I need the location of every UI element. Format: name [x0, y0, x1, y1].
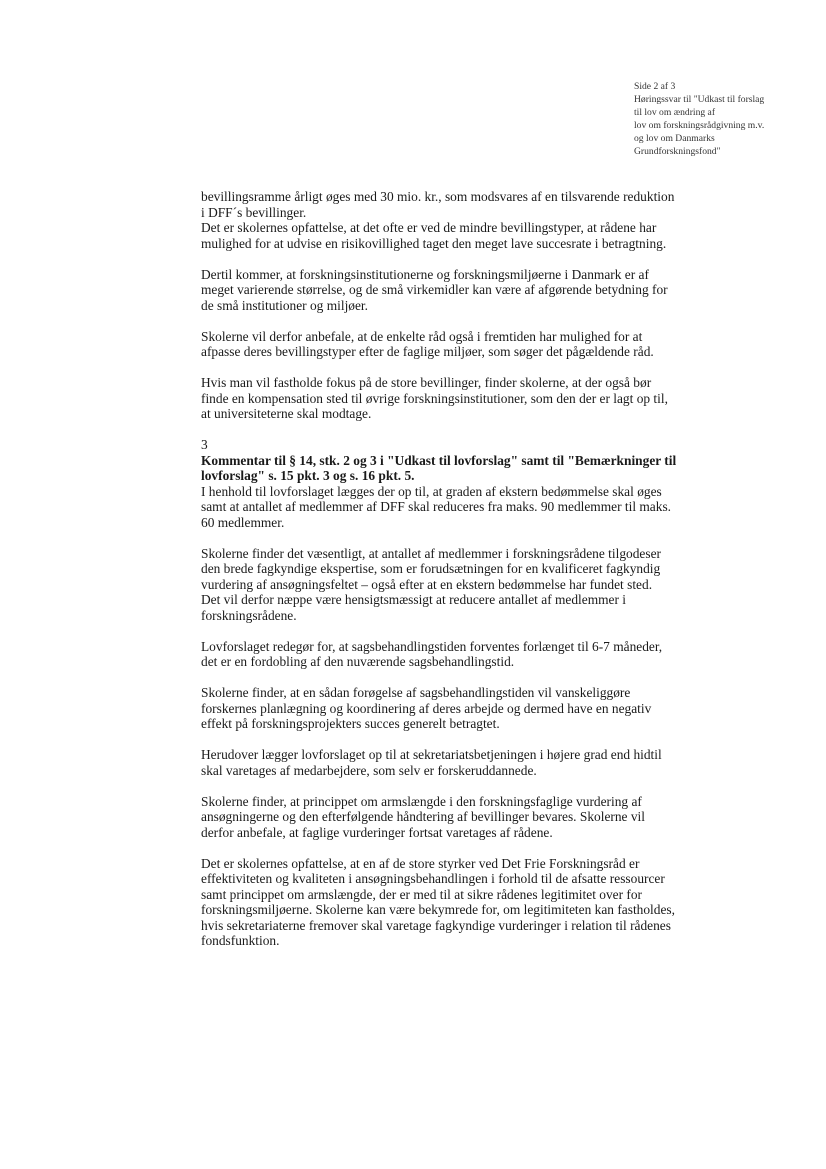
text-line: Skolerne finder, at en sådan forøgelse af sagsbehandlingstiden vil vanskeliggøre [201, 685, 631, 700]
text-line: Skolerne vil derfor anbefale, at de enkelte råd også i fremtiden har mulighed for at [201, 328, 643, 344]
text-line: samt at antallet af medlemmer af DFF skal reduceres fra maks. 90 medlemmer til maks. [201, 499, 672, 514]
section [201, 437, 761, 530]
paragraph [201, 267, 761, 314]
page-number: Side 2 af 3 [634, 81, 676, 92]
paragraph [201, 375, 761, 422]
text-line: forskernes planlægning og koordinering af deres arbejde og dermed have en negativ [201, 700, 652, 716]
text-line: i DFF´s bevillinger. [201, 204, 307, 220]
section-heading: lovforslag" s. 15 pkt. 3 og s. 16 pkt. 5. [201, 468, 415, 483]
paragraph [201, 329, 761, 360]
header-line: Høringssvar til "Udkast til forslag [634, 94, 765, 105]
paragraph [201, 747, 761, 778]
header-line: til lov om ændring af [634, 107, 716, 118]
text-line: Det er skolernes opfattelse, at en af de store styrker ved Det Frie Forskningsråd er [201, 855, 640, 871]
text-line: I henhold til lovforslaget lægges der op til, at graden af ekstern bedømmelse skal øges [201, 483, 662, 499]
text-line: finde en kompensation sted til øvrige forskningsinstitutioner, som den der er lagt op til, [201, 390, 668, 406]
header-line: Grundforskningsfond" [634, 146, 721, 157]
text-line: ansøgningerne og den efterfølgende håndtering af bevillinger bevares. Skolerne vil [201, 809, 645, 824]
text-line: Det er skolernes opfattelse, at det ofte er ved de mindre bevillingstyper, at rådene har [201, 220, 657, 235]
text-line: Skolerne finder det væsentligt, at antallet af medlemmer i forskningsrådene tilgodeser [201, 545, 661, 561]
text-line: fondsfunktion. [201, 933, 280, 948]
text-line: meget varierende størrelse, og de små virkemidler kan være af afgørende betydning for [201, 282, 668, 297]
text-line: de små institutioner og miljøer. [201, 297, 368, 313]
text-line: vurdering af ansøgningsfeltet – også efter at en ekstern bedømmelse har fundet sted. [201, 576, 653, 592]
text-line: hvis sekretariaterne fremover skal varetage fagkyndige vurderinger i relation til rådenes [201, 917, 671, 933]
paragraph [201, 856, 761, 949]
text-line: at universiteterne skal modtage. [201, 406, 372, 421]
text-line: Skolerne finder, at princippet om armslængde i den forskningsfaglige vurdering af [201, 793, 642, 809]
paragraph [201, 546, 761, 624]
section-number: 3 [201, 437, 208, 452]
text-line: Dertil kommer, at forskningsinstitutionerne og forskningsmiljøerne i Danmark er af [201, 266, 649, 282]
text-line: forskningsrådene. [201, 607, 297, 623]
text-line: effekt på forskningsprojekters succes generelt betragtet. [201, 716, 500, 731]
text-line: Hvis man vil fastholde fokus på de store bevillinger, finder skolerne, at der også bør [201, 375, 652, 390]
paragraph [201, 189, 761, 251]
text-line: derfor anbefale, at faglige vurderinger fortsat varetages af rådene. [201, 824, 553, 840]
section-heading: Kommentar til § 14, stk. 2 og 3 i "Udkast til lovforslag" samt til "Bemærkninger til [201, 452, 677, 468]
text-line: bevillingsramme årligt øges med 30 mio. kr., som modsvares af en tilsvarende reduktion [201, 189, 675, 204]
text-line: afpasse deres bevillingstyper efter de faglige miljøer, som søger det pågældende råd. [201, 344, 654, 359]
text-line: Herudover lægger lovforslaget op til at sekretariatsbetjeningen i højere grad end hidtil [201, 747, 662, 762]
header-line: lov om forskningsrådgivning m.v. [634, 120, 765, 131]
text-line: effektiviteten og kvaliteten i ansøgningsbehandlingen i forhold til de afsatte ressourcer [201, 871, 665, 886]
text-line: 60 medlemmer. [201, 514, 285, 530]
page-header [634, 80, 819, 158]
text-line: forskningsmiljøerne. Skolerne kan være bekymrede for, om legitimiteten kan fastholdes, [201, 902, 675, 917]
text-line: skal varetages af medarbejdere, som selv er forskeruddannede. [201, 762, 537, 778]
document-body [201, 189, 761, 964]
text-line: Det vil derfor næppe være hensigtsmæssigt at reducere antallet af medlemmer i [201, 592, 627, 607]
text-line: Lovforslaget redegør for, at sagsbehandlingstiden forventes forlænget til 6-7 måneder, [201, 638, 663, 654]
paragraph [201, 639, 761, 670]
text-line: den brede fagkyndige ekspertise, som er forudsætningen for en kvalificeret fagkyndig [201, 561, 661, 576]
paragraph [201, 685, 761, 732]
paragraph [201, 794, 761, 841]
header-line: og lov om Danmarks [634, 133, 715, 144]
text-line: det er en fordobling af den nuværende sagsbehandlingstid. [201, 654, 515, 669]
text-line: samt princippet om armslængde, der er med til at sikre rådenes legitimitet over for [201, 886, 643, 902]
text-line: mulighed for at udvise en risikovillighed taget den meget lave succesrate i betragtning. [201, 235, 667, 251]
